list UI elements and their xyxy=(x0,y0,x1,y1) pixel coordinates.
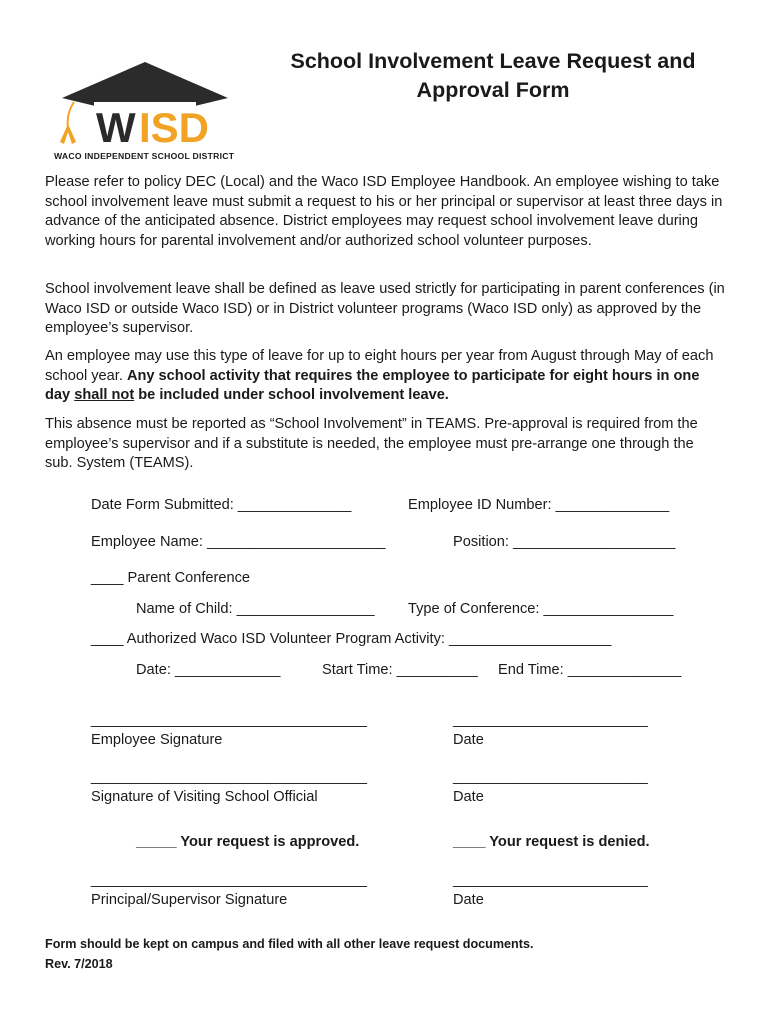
limit-bold-text: Any school activity that requires the employee to participate for eight hours in one day xyxy=(45,367,700,404)
end-time-field[interactable]: End Time: ______________ xyxy=(498,662,682,678)
limit-shall-not: shall not xyxy=(74,387,135,404)
request-approved-option[interactable]: _____ Your request is approved. xyxy=(136,834,360,850)
activity-date-field[interactable]: Date: _____________ xyxy=(136,662,281,678)
employee-signature-line[interactable]: __________________________________ xyxy=(91,712,367,728)
conference-type-field[interactable]: Type of Conference: ________________ xyxy=(408,601,674,617)
limit-text: An employee may use this type of leave for up to eight hours per year from August through May of each school year. xyxy=(45,348,714,384)
limit-paragraph xyxy=(45,347,725,406)
volunteer-activity-field[interactable]: ____ Authorized Waco ISD Volunteer Program Activity: ____________________ xyxy=(91,631,612,647)
child-name-field[interactable]: Name of Child: _________________ xyxy=(136,601,375,617)
svg-text:W: W xyxy=(96,104,136,151)
policy-paragraph: Please refer to policy DEC (Local) and the Waco ISD Employee Handbook. An employee wishing to take school involvement leave must submit a request to his or her principal or supervisor at least three days in advance of the anticipated absence. District employees may request school involvement leave during working hours for parental involvement and/or authorized school volunteer purposes. xyxy=(45,174,723,249)
wisd-logo xyxy=(50,58,240,163)
form-title xyxy=(250,47,736,105)
official-signature-date-line[interactable]: ________________________ xyxy=(453,769,648,785)
official-signature-date-label: Date xyxy=(453,789,484,805)
request-denied-option[interactable]: ____ Your request is denied. xyxy=(453,834,650,850)
form-title-line1: School Involvement Leave Request and xyxy=(290,49,696,73)
employee-name-field[interactable]: Employee Name: ______________________ xyxy=(91,534,386,550)
principal-signature-date-label: Date xyxy=(453,892,484,908)
date-submitted-field[interactable]: Date Form Submitted: ______________ xyxy=(91,497,352,513)
parent-conference-checkbox[interactable]: ____ Parent Conference xyxy=(91,570,251,586)
footer-note: Form should be kept on campus and filed with all other leave request documents. xyxy=(45,937,534,951)
employee-signature-label: Employee Signature xyxy=(91,732,223,748)
form-title-line2: Approval Form xyxy=(416,78,570,102)
limit-bold-text-end: be included under school involvement leave. xyxy=(134,387,449,404)
principal-signature-date-line[interactable]: ________________________ xyxy=(453,872,648,888)
principal-signature-line[interactable]: __________________________________ xyxy=(91,872,367,888)
tassel-icon xyxy=(60,124,76,144)
revision-label: Rev. 7/2018 xyxy=(45,957,113,971)
position-field[interactable]: Position: ____________________ xyxy=(453,534,676,550)
employee-id-field[interactable]: Employee ID Number: ______________ xyxy=(408,497,670,513)
definition-paragraph: School involvement leave shall be defined as leave used strictly for participating in parent conferences (in Waco ISD or outside Waco ISD) or in District volunteer programs (Waco ISD only) as approved by the employee’s supervisor. xyxy=(45,281,725,337)
start-time-field[interactable]: Start Time: __________ xyxy=(322,662,478,678)
official-signature-line[interactable]: __________________________________ xyxy=(91,769,367,785)
svg-text:ISD: ISD xyxy=(139,104,210,151)
logo-district-name: WACO INDEPENDENT SCHOOL DISTRICT xyxy=(54,151,234,161)
official-signature-label: Signature of Visiting School Official xyxy=(91,789,318,805)
principal-signature-label: Principal/Supervisor Signature xyxy=(91,892,288,908)
employee-signature-date-label: Date xyxy=(453,732,484,748)
employee-signature-date-line[interactable]: ________________________ xyxy=(453,712,648,728)
reporting-paragraph: This absence must be reported as “School Involvement” in TEAMS. Pre-approval is required from the employee’s supervisor and if a substitute is needed, the employee must pre-arrange one through the sub. System (TEAMS). xyxy=(45,416,698,472)
